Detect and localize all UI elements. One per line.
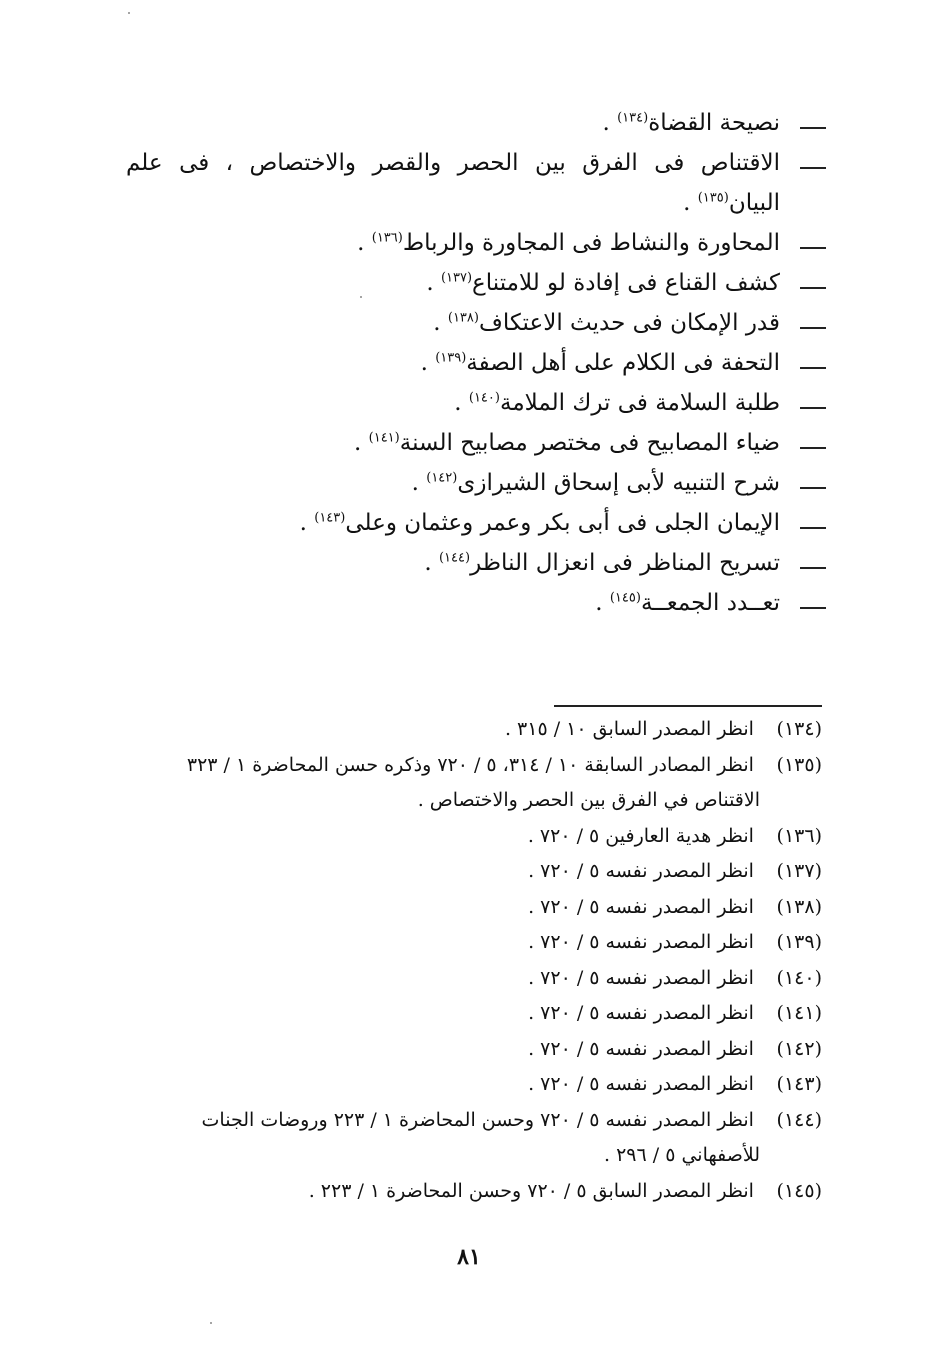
footnote-number: (١٤٠) — [776, 966, 822, 989]
list-item-text: نصيحة القضاة$^{(١٣٤)}$ . — [602, 110, 780, 136]
dash-bullet — [800, 247, 826, 249]
footnote-continuation: الاقتناص في الفرق بين الحصر والاختصاص . — [417, 789, 760, 811]
list-item — [126, 263, 826, 303]
footnote-number: (١٣٤) — [776, 718, 822, 740]
footnote-ref: (١٣٨) — [447, 310, 479, 326]
list-item — [126, 583, 826, 623]
list-item-text: شرح التنبيه لأبى إسحاق الشيرازى$^{(١٤٢)}$ . — [411, 470, 780, 496]
list-item — [126, 503, 826, 543]
footnote-number: (١٣٥) — [776, 753, 822, 776]
footnote-number: (١٤٣) — [776, 1073, 822, 1095]
footnote-number: (١٣٦) — [776, 824, 822, 847]
footnote — [152, 925, 822, 961]
list-item — [126, 463, 826, 503]
list-item-text: الاقتناص فى الفرق بين الحصر والقصر والاختصاص ، فى علم البيان$^{(١٣٥)}$ . — [126, 150, 780, 216]
footnote-number: (١٤٢) — [776, 1037, 822, 1060]
scan-speck — [128, 12, 130, 14]
footnote-text: انظر المصدر نفسه ٥ / ٧٢٠ وحسن المحاضرة ١ / ٢٢٣ وروضات الجنات — [201, 1108, 754, 1131]
footnote-text: انظر المصدر السابق ١٠ / ٣١٥ . — [504, 718, 754, 740]
list-item-text: قدر الإمكان فى حديث الاعتكاف$^{(١٣٨)}$ . — [433, 310, 780, 336]
footnote — [152, 1174, 822, 1210]
dash-bullet — [800, 447, 826, 449]
dash-bullet — [800, 407, 826, 409]
list-item — [126, 343, 826, 383]
footnote-text: انظر المصدر نفسه ٥ / ٧٢٠ . — [528, 860, 754, 882]
dash-bullet — [800, 527, 826, 529]
footnote-text: انظر المصدر نفسه ٥ / ٧٢٠ . — [528, 1037, 754, 1060]
dash-bullet — [800, 127, 826, 129]
footnote-number: (١٤٥) — [776, 1179, 822, 1202]
footnote — [152, 890, 822, 926]
footnote-number: (١٤١) — [776, 1002, 822, 1024]
footnote-text: انظر المصدر نفسه ٥ / ٧٢٠ . — [528, 895, 754, 918]
footnote-text: انظر المصدر نفسه ٥ / ٧٢٠ . — [528, 1002, 754, 1024]
footnote-ref: (١٣٧) — [440, 270, 473, 286]
footnote-text: انظر المصدر السابق ٥ / ٧٢٠ وحسن المحاضرة ١ / ٢٢٣ . — [308, 1179, 754, 1202]
footnote-ref: (١٣٤) — [617, 110, 649, 126]
dash-bullet — [800, 287, 826, 289]
footnote — [152, 854, 822, 890]
list-item-text: المحاورة والنشاط فى المجاورة والرباط$^{(١٣٦)}$ . — [357, 230, 780, 256]
footnote-text: انظر هدية العارفين ٥ / ٧٢٠ . — [527, 824, 754, 847]
list-item-text: الإيمان الجلى فى أبى بكر وعمر وعثمان وعلى$^{(١٤٣)}$ . — [299, 510, 780, 536]
footnote-ref: (١٣٩) — [435, 350, 467, 366]
footnote — [152, 996, 822, 1032]
works-list — [126, 103, 826, 623]
footnote-text: انظر المصدر نفسه ٥ / ٧٢٠ . — [528, 966, 754, 989]
footnotes — [152, 712, 822, 1209]
list-item — [126, 383, 826, 423]
list-item-text: كشف القناع فى إفادة لو للامتناع$^{(١٣٧)}$ . — [426, 270, 780, 296]
footnote — [152, 1103, 822, 1174]
dash-bullet — [800, 567, 826, 569]
footnote-text: انظر المصادر السابقة ١٠ / ٣١٤، ٥ / ٧٢٠ وذكره حسن المحاضرة ١ / ٣٢٣ — [186, 753, 754, 776]
list-item-text: تعــدد الجمعــة$^{(١٤٥)}$ . — [595, 590, 780, 616]
footnote-number: (١٣٧) — [776, 860, 822, 882]
footnote-text: انظر المصدر نفسه ٥ / ٧٢٠ . — [528, 1073, 754, 1095]
list-item — [126, 143, 826, 223]
footnote-continuation: للأصفهاني ٥ / ٢٩٦ . — [603, 1144, 760, 1166]
list-item — [126, 543, 826, 583]
footnote-ref: (١٣٥) — [697, 190, 729, 206]
footnote-ref: (١٣٦) — [371, 230, 403, 246]
list-item-text: ضياء المصابيح فى مختصر مصابيح السنة$^{(١٤١)}$ . — [354, 430, 780, 456]
dash-bullet — [800, 607, 826, 609]
footnote — [152, 819, 822, 855]
footnote — [152, 748, 822, 819]
dash-bullet — [800, 327, 826, 329]
footnote — [152, 712, 822, 748]
dash-bullet — [800, 367, 826, 369]
page-number: ٨١ — [457, 1244, 481, 1270]
footnote-ref: (١٤٥) — [609, 590, 641, 606]
footnote-ref: (١٤٤) — [438, 550, 471, 566]
footnote-number: (١٤٤) — [776, 1108, 822, 1131]
list-item-text: التحفة فى الكلام على أهل الصفة$^{(١٣٩)}$ . — [420, 350, 780, 376]
scan-speck — [210, 1322, 212, 1324]
footnote-text: انظر المصدر نفسه ٥ / ٧٢٠ . — [528, 931, 754, 953]
footnote-ref: (١٤١) — [368, 430, 400, 446]
dash-bullet — [800, 167, 826, 169]
list-item-text: طلبة السلامة فى ترك الملامة$^{(١٤٠)}$ . — [454, 390, 780, 416]
footnote-number: (١٣٩) — [776, 931, 822, 953]
list-item-text: تسريح المناظر فى انعزال الناظر$^{(١٤٤)}$ . — [424, 550, 780, 576]
footnote — [152, 961, 822, 997]
footnote-ref: (١٤٣) — [314, 510, 346, 526]
dash-bullet — [800, 487, 826, 489]
footnote-separator — [554, 705, 822, 707]
footnote-ref: (١٤٠) — [468, 390, 500, 406]
footnote — [152, 1032, 822, 1068]
list-item — [126, 223, 826, 263]
list-item — [126, 423, 826, 463]
list-item — [126, 103, 826, 143]
footnote-ref: (١٤٢) — [426, 470, 458, 486]
footnote-number: (١٣٨) — [776, 895, 822, 918]
list-item — [126, 303, 826, 343]
footnote — [152, 1067, 822, 1103]
